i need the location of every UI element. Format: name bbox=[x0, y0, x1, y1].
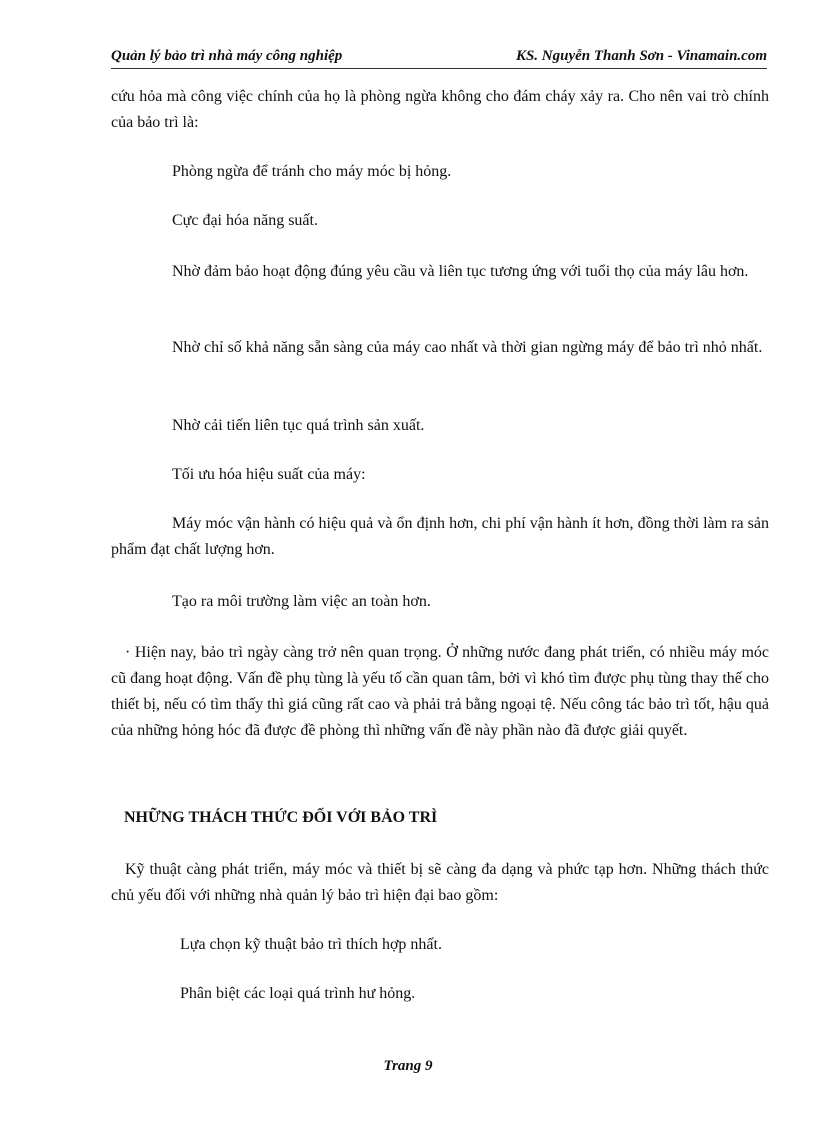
paragraph-failure-types: Phân biệt các loại quá trình hư hỏng. bbox=[180, 985, 416, 1002]
paragraph-availability: Nhờ chỉ số khả năng sẵn sàng của máy cao nhất và thời gian ngừng máy để bảo trì nhỏ nhất. bbox=[172, 339, 763, 356]
paragraph-reliable-operation: Nhờ đảm bảo hoạt động đúng yêu cầu và liên tục tương ứng với tuổi thọ của máy lâu hơn. bbox=[172, 263, 749, 280]
header-document-title: Quản lý bảo trì nhà máy công nghiệp bbox=[111, 48, 343, 64]
page-header bbox=[111, 46, 767, 69]
paragraph-stable-operation: Máy móc vận hành có hiệu quả và ổn định hơn, chi phí vận hành ít hơn, đồng thời làm ra sản phẩm đạt chất lượng hơn. bbox=[111, 515, 769, 558]
paragraph-continuous-improvement: Nhờ cải tiến liên tục quá trình sản xuất. bbox=[172, 417, 425, 434]
paragraph-safe-environment: Tạo ra môi trường làm việc an toàn hơn. bbox=[172, 593, 431, 610]
page-number: Trang 9 bbox=[383, 1058, 433, 1074]
paragraph-maintenance-importance: · Hiện nay, bảo trì ngày càng trở nên quan trọng. Ở những nước đang phát triển, có nhiều máy móc cũ đang hoạt động. Vấn đề phụ tùng là yếu tố cần quan tâm, bởi vì khó tìm được phụ tùng thay thế cho thiết bị, nếu có tìm thấy thì giá cũng rất cao và phải trả bằng ngoại tệ. Nếu công tác bảo trì tốt, hậu quả của những hỏng hóc đã được đề phòng thì những vấn đề này phần nào đã được giải quyết. bbox=[111, 644, 769, 739]
paragraph-intro: cứu hỏa mà công việc chính của họ là phòng ngừa không cho đám cháy xảy ra. Cho nên vai trò chính của bảo trì là: bbox=[111, 88, 769, 131]
header-author: KS. Nguyễn Thanh Sơn - Vinamain.com bbox=[515, 48, 767, 64]
paragraph-maximize-productivity: Cực đại hóa năng suất. bbox=[172, 212, 318, 229]
paragraph-prevent-damage: Phòng ngừa để tránh cho máy móc bị hỏng. bbox=[172, 163, 452, 180]
section-heading: NHỮNG THÁCH THỨC ĐỐI VỚI BẢO TRÌ bbox=[124, 809, 438, 826]
paragraph-optimize-efficiency: Tối ưu hóa hiệu suất của máy: bbox=[172, 466, 366, 483]
paragraph-choose-technique: Lựa chọn kỹ thuật bảo trì thích hợp nhất. bbox=[180, 936, 442, 953]
paragraph-challenges-intro: Kỹ thuật càng phát triển, máy móc và thiết bị sẽ càng đa dạng và phức tạp hơn. Những thách thức chủ yếu đối với những nhà quản lý bảo trì hiện đại bao gồm: bbox=[111, 861, 769, 904]
